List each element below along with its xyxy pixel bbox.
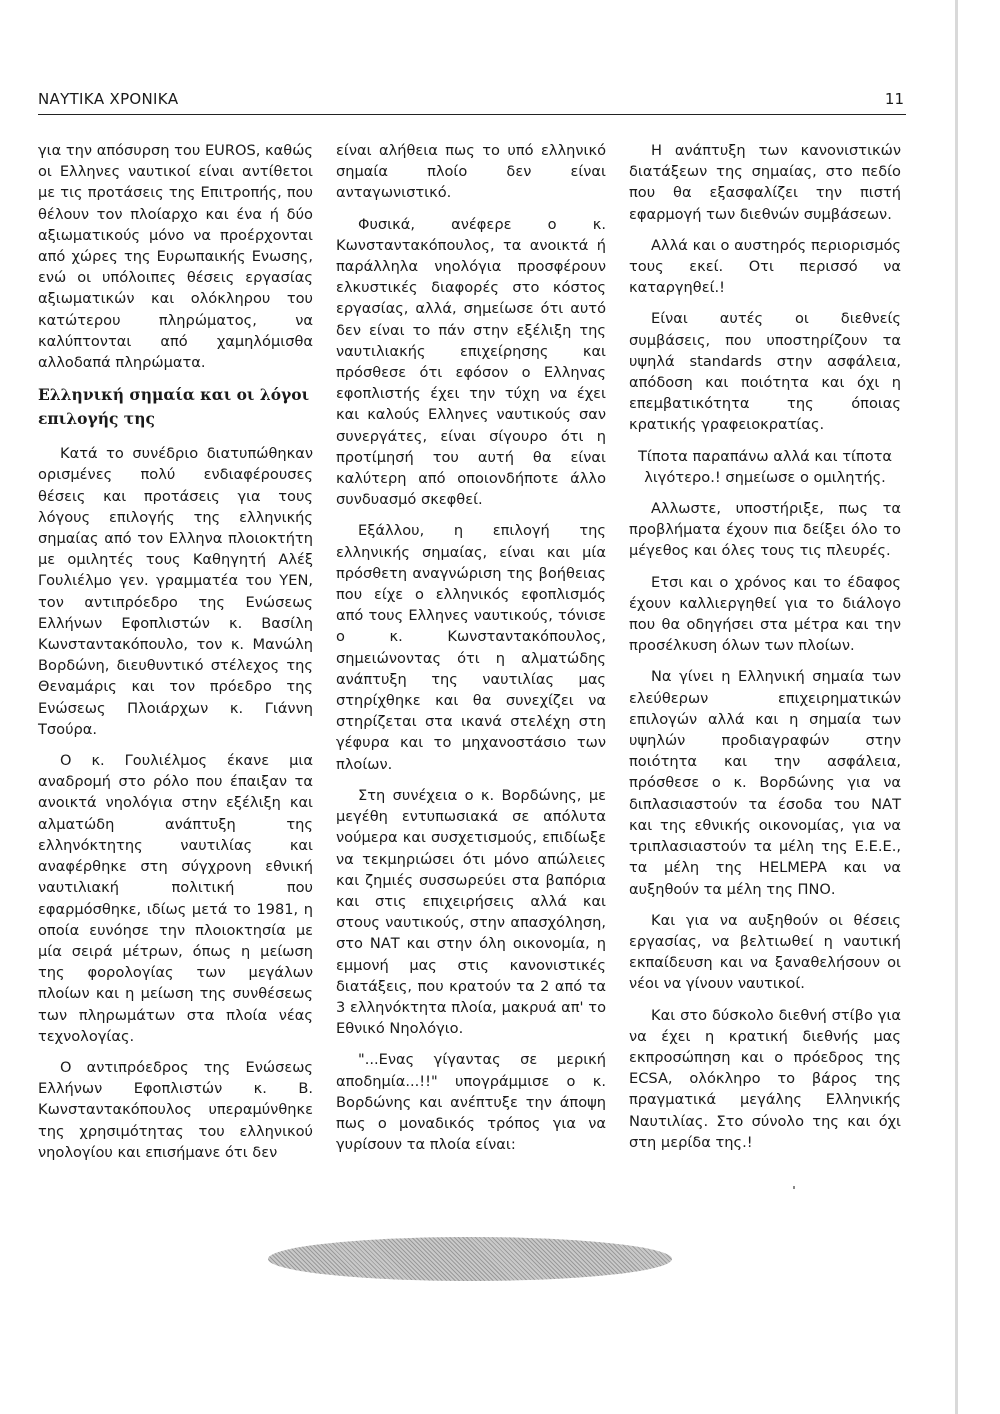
- column-3: [629, 140, 901, 1163]
- paragraph: Αλλωστε, υποστήριξε, πως τα προβλήματα έχουν πια δείξει όλο το μέγεθος και όλες τους τις πλευρές.: [629, 500, 901, 560]
- paragraph: Ο αντιπρόεδρος της Ενώσεως Ελλήνων Εφοπλιστών κ. Β. Κωνσταντακόπουλος υπεραμύνθηκε της χρησιμότητας του ελληνικού νηολογίου και επισήμανε ότι δεν: [38, 1058, 313, 1161]
- paragraph: Ο κ. Γουλιέλμος έκανε μια αναδρομή στο ρόλο που έπαιξαν τα ανοικτά νηολόγια στην εξέλιξη και αλματώδη ανάπτυξη της ελληνόκτητης ναυτιλίας και αναφέρθηκε στη σύγχρονη εθνική ναυτιλιακή πολιτική που εφαρμόσθηκε, ιδίως μετά το 1981, η οποία ευνόησε την πλοιοκτησία με μία σειρά μέτρων, όπως η μείωση της φορολογίας των μεγάλων πλοίων και η μείωση της συνθέσεως των πληρωμάτων στα πλοία νέας τεχνολογίας.: [38, 752, 313, 1045]
- paragraph: Τίποτα παραπάνω αλλά και τίποτα λιγότερο.! σημείωσε ο ομιλητής.: [637, 447, 893, 486]
- paragraph: Η ανάπτυξη των κανονιστικών διατάξεων της σημαίας, στο πεδίο που θα εξασφαλίζει την πιστή εφαρμογή των διεθνών συμβάσεων.: [629, 142, 901, 223]
- print-speck: [793, 1186, 795, 1189]
- paragraph: Και για να αυξηθούν οι θέσεις εργασίας, να βελτιωθεί η ναυτική εκπαίδευση και να ξαναθελήσουν οι νέοι να γίνουν ναυτικοί.: [629, 911, 901, 993]
- paragraph: Είναι αυτές οι διεθνείς συμβάσεις, που υποστηρίζουν τα υψηλά standards στην ασφάλεια, απόδοση και ποιότητα και όχι η επεμβατικότητα της όποιας κρατικής γραφειοκρατίας.: [629, 310, 901, 434]
- paragraph: είναι αλήθεια πως το υπό ελληνικό σημαία πλοίο δεν είναι ανταγωνιστικό.: [336, 142, 606, 202]
- publication-title: ΝΑΥΤΙΚΑ ΧΡΟΝΙΚΑ: [38, 90, 179, 108]
- paragraph: Ετσι και ο χρόνος και το έδαφος έχουν καλλιεργηθεί για το διάλογο που θα οδηγήσει στα μέτρα και την προσέλκυση όλων των πλοίων.: [629, 573, 901, 655]
- paragraph: Στη συνέχεια ο κ. Βορδώνης, με μεγέθη εντυπωσιακά σε απόλυτα νούμερα και συσχετισμούς, επιδίωξε να τεκμηριώσει ότι μόνο απώλειες και ζημιές συσσωρεύει στα βαπόρια και στις επιχειρήσεις αλλά και στους ναυτικούς, στην απασχόληση, στο ΝΑΤ και στην όλη οικονομία, η εμμονή μας στις κανονιστικές διατάξεις, που κρατούν τα 2 από τα 3 ελληνόκτητα πλοία, μακρυά απ' το Εθνικό Νηολόγιο.: [336, 786, 606, 1038]
- paragraph: Κατά το συνέδριο διατυπώθηκαν ορισμένες πολύ ενδιαφέρουσες θέσεις και προτάσεις για τους λόγους επιλογής της ελληνικής σημαίας από τον Ελληνα πλοιοκτήτη με ομιλητές τους Καθηγητή Αλέξ Γουλιέλμο γεν. γραμματέα του ΥΕΝ, τον αντιπρόεδρο της Ενώσεως Ελλήνων Εφοπλιστών κ. Βασίλη Κωνσταντακόπουλο, τον κ. Μανώλη Βορδώνη, διευθυντικό στέλεχος της Θεναμάρις και τον πρόεδρο της Ενώσεως Πλοιάρχων κ. Γιάννη Τσούρα.: [38, 445, 313, 738]
- page-number: 11: [884, 90, 904, 108]
- page-edge: [955, 0, 958, 1414]
- column-1: [38, 140, 313, 1173]
- decorative-oval: [268, 1237, 672, 1281]
- page-header: [38, 88, 906, 115]
- paragraph: Να γίνει η Ελληνική σημαία των ελεύθερων επιχειρηματικών επιλογών αλλά και η σημαία των υψηλών προδιαγραφών στην ποιότητα και την ασφάλεια, πρόσθεσε ο κ. Βορδώνης για να διπλασιαστούν τα έσοδα του ΝΑΤ και της εθνικής οικονομίας, για να τριπλασιαστούν τα μέλη της Ε.Ε.Ε., τα μέλη της HELMEPA και να αυξηθούν τα μέλη της ΠΝΟ.: [629, 668, 901, 898]
- paragraph: "...Ενας γίγαντας σε μερική αποδημία...!!" υπογράμμισε ο κ. Βορδώνης και ανέπτυξε την άποψη πως ο μοναδικός τρόπος για να γυρίσουν τα πλοία είναι:: [336, 1051, 606, 1154]
- column-2: [336, 140, 606, 1165]
- paragraph: Εξάλλου, η επιλογή της ελληνικής σημαίας, είναι και μία πρόσθετη αναγνώριση της βοήθειας που είχε ο ελληνικός εφοπλισμός από τους Ελληνες ναυτικούς, τόνισε ο κ. Κωνσταντακόπουλος, σημειώνοντας ότι η αλματώδης ανάπτυξη της ναυτιλίας μας στηρίχθηκε και θα συνεχίζει να στηρίζεται στα ικανά στελέχη στη γέφυρα και το μηχανοστάσιο των πλοίων.: [336, 522, 606, 773]
- paragraph: για την απόσυρση του EUROS, καθώς οι Ελληνες ναυτικοί είναι αντίθετοι με τις προτάσεις της Επιτροπής, που θέλουν τον πλοίαρχο και ένα ή δύο αξιωματικούς μόνο να προέρχονται από χώρες της Ευρωπαικής Ενωσης, ενώ οι υπόλοιπες θέσεις εργασίας αξιωματικών και ολόκληρου του κατώτερου πληρώματος, να καλύπτονται από χαμηλόμισθα αλλοδαπά πληρώματα.: [38, 142, 313, 372]
- paragraph: Αλλά και ο αυστηρός περιορισμός τους εκεί. Οτι περισσό να καταργηθεί.!: [629, 236, 901, 297]
- section-heading: Ελληνική σημαία και οι λόγοι επιλογής της: [38, 385, 310, 429]
- paragraph: Φυσικά, ανέφερε ο κ. Κωνσταντακόπουλος, τα ανοικτά ή παράλληλα νηολόγια προσφέρουν ελκυστικές διαφορές στο κόστος εργασίας, αλλά, σημείωσε ότι αυτό δεν είναι το πάν στην εξέλιξη της ναυτιλιακής επιχείρησης και πρόσθεσε ότι εφόσον ο Ελληνας εφοπλιστής έχει την τύχη να έχει και καλούς Ελληνες ναυτικούς σαν συνεργάτες, είναι σίγουρο ότι η προτίμησή του αυτή θα είναι καλύτερη από οποιονδήποτε άλλο συνδυασμό σκεφθεί.: [336, 215, 606, 509]
- paragraph: Και στο δύσκολο διεθνή στίβο για να έχει η κρατική διεθνής μας εκπροσώπηση και ο πρόεδρος της ECSA, ολόκληρο το βάρος της πραγματικά μεγάλης Ελληνικής Ναυτιλίας. Στο σύνολο της και όχι στη μερίδα της.!: [629, 1006, 901, 1151]
